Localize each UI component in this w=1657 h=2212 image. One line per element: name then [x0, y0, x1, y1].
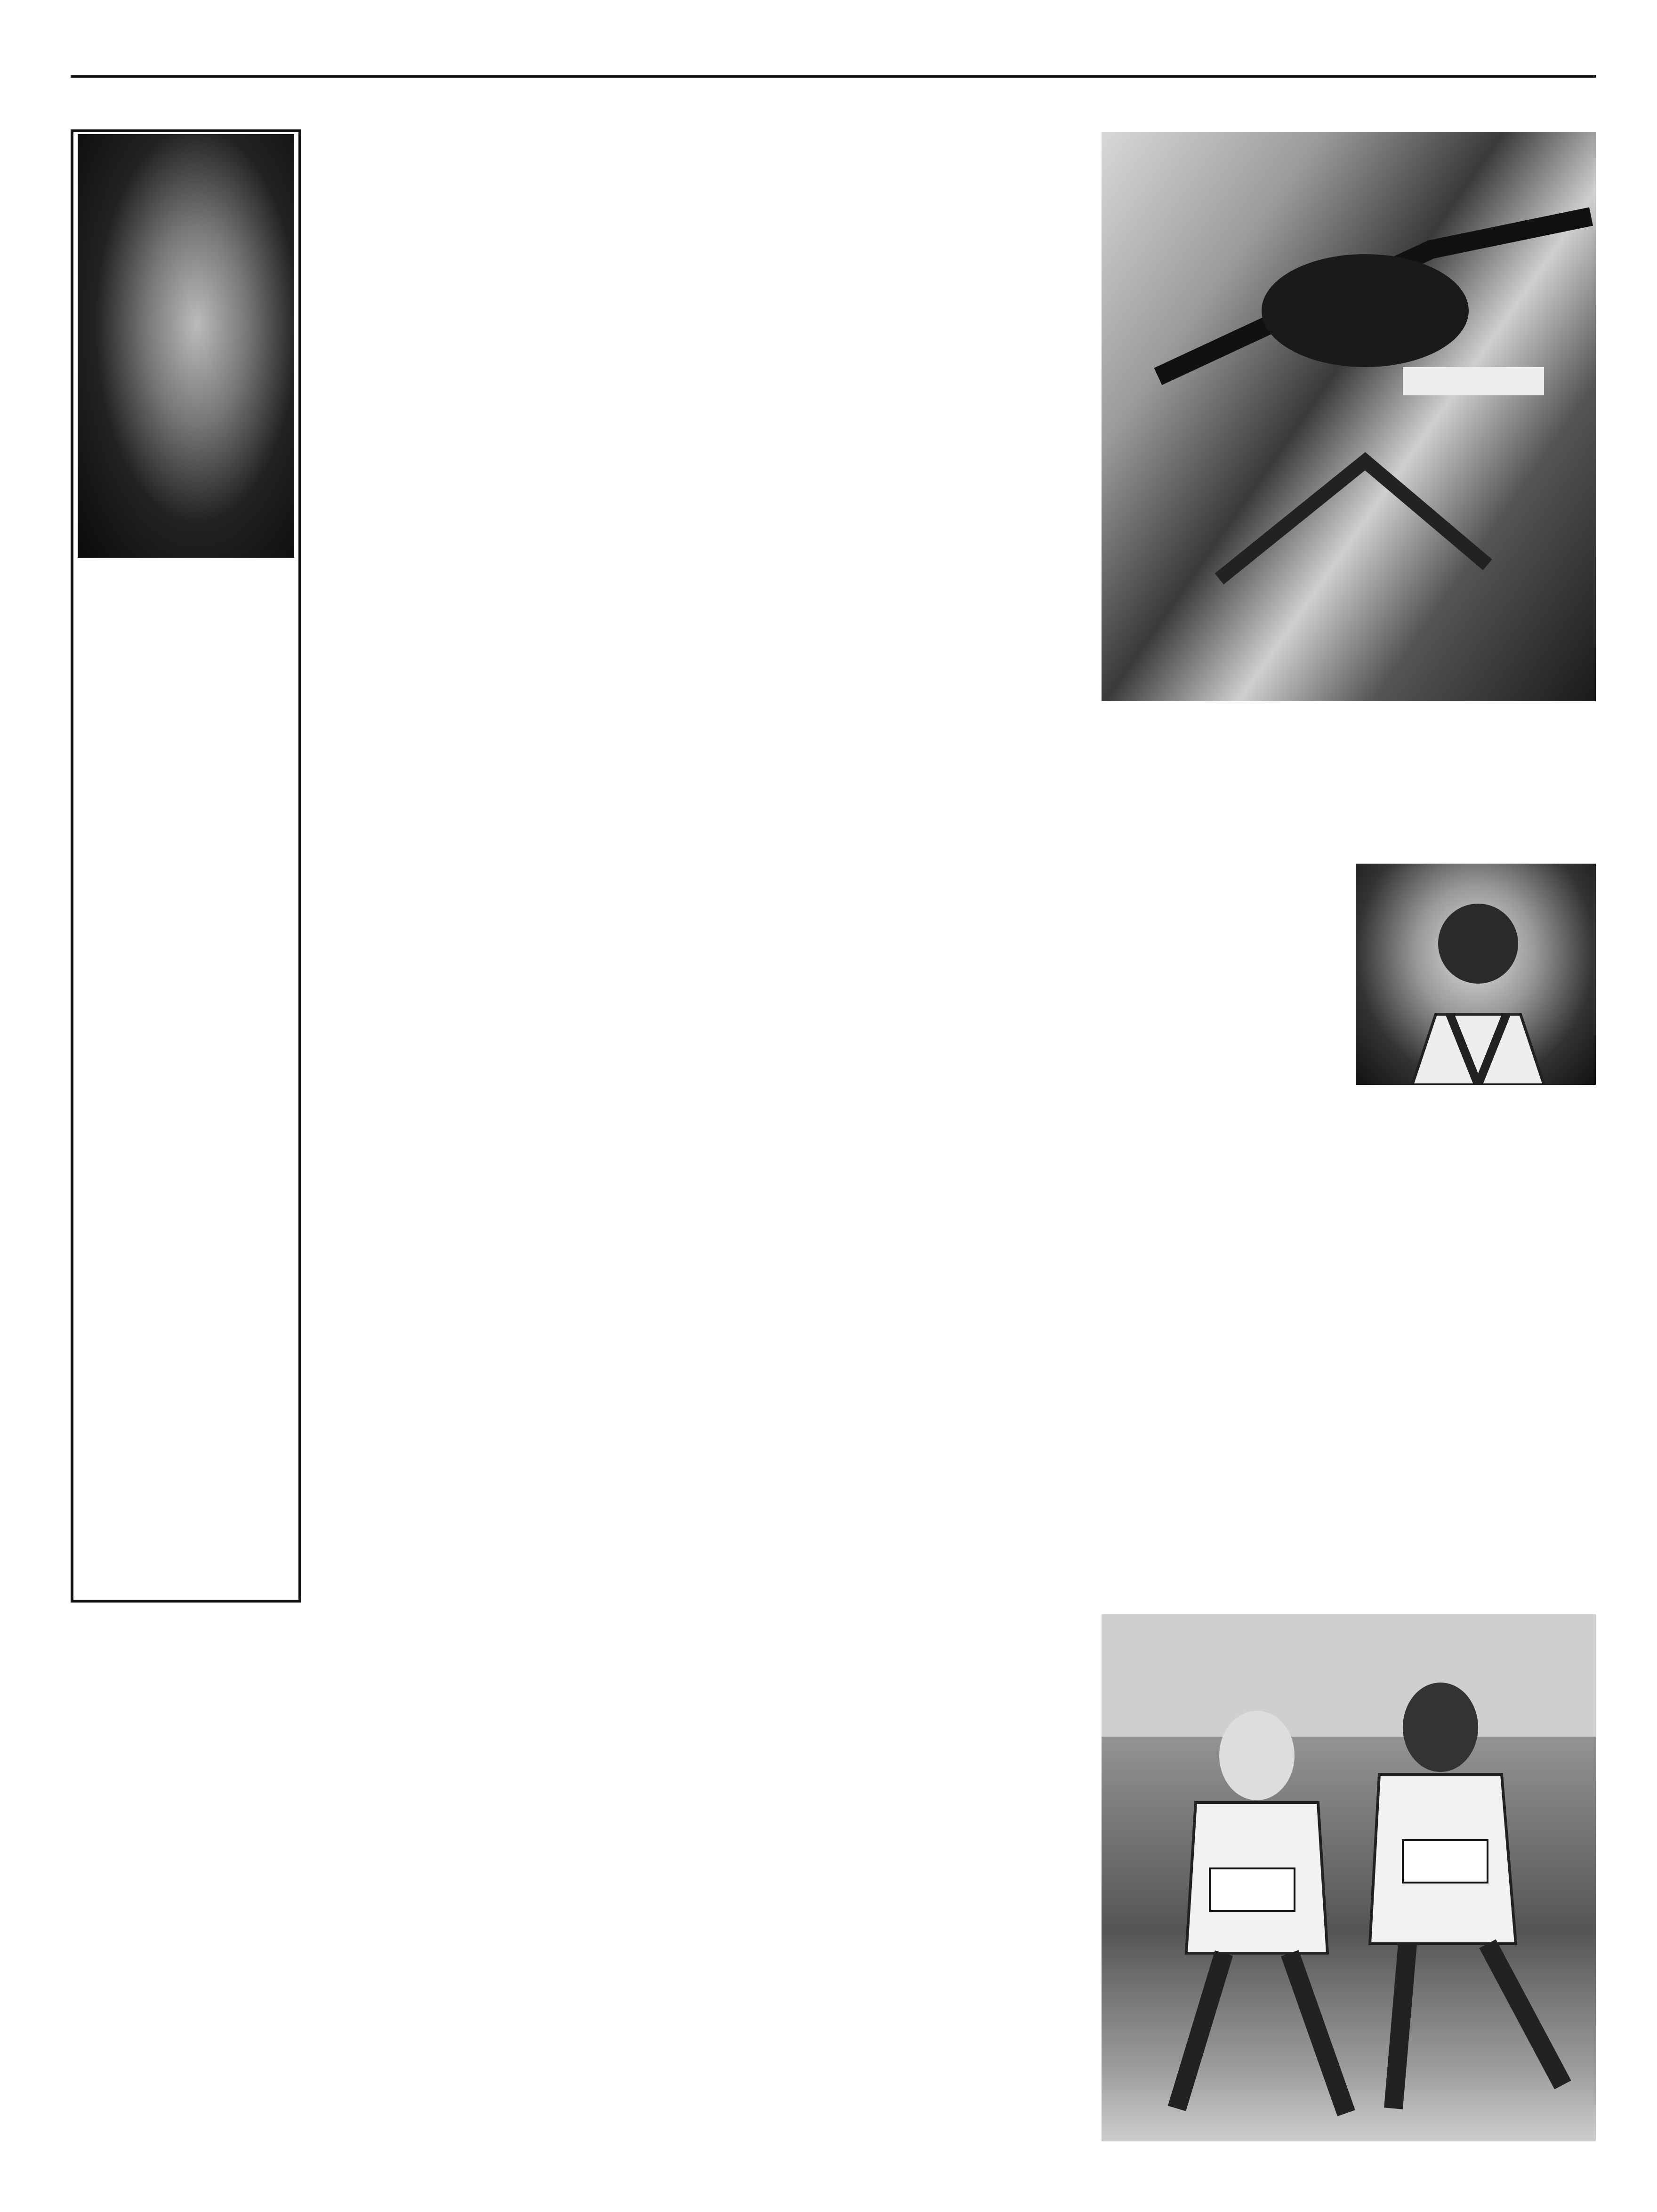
- futebol-col-3: [843, 216, 1087, 932]
- high-jump-figure: [1102, 132, 1596, 701]
- runner-portrait: [1356, 864, 1596, 1085]
- olimpiadas-col-2: [843, 1657, 1087, 1948]
- futebol-col-1: [327, 216, 553, 932]
- atletismo-col-2: [1351, 1106, 1596, 1595]
- sporting-col-1: [325, 2052, 560, 2179]
- nora-araujo-photo: [1102, 132, 1596, 701]
- tenis-article: [71, 1661, 301, 2174]
- coisas-col-2: [584, 1012, 828, 1633]
- coisas-col-1: [325, 1012, 570, 1953]
- olimpiadas-col-1: [593, 1713, 838, 1948]
- runners-figure: [1102, 1614, 1596, 2141]
- runners-photo: [1102, 1614, 1596, 2141]
- dulce-photo: [78, 134, 294, 558]
- atletismo-col-1: [1102, 871, 1346, 1605]
- antonio-leitao-photo: [1356, 864, 1596, 1085]
- coisas-col-3: [843, 1012, 1087, 1633]
- masthead-rule: [71, 75, 1596, 78]
- futebol-col-2: [579, 216, 824, 932]
- dulce-article: [78, 720, 294, 1595]
